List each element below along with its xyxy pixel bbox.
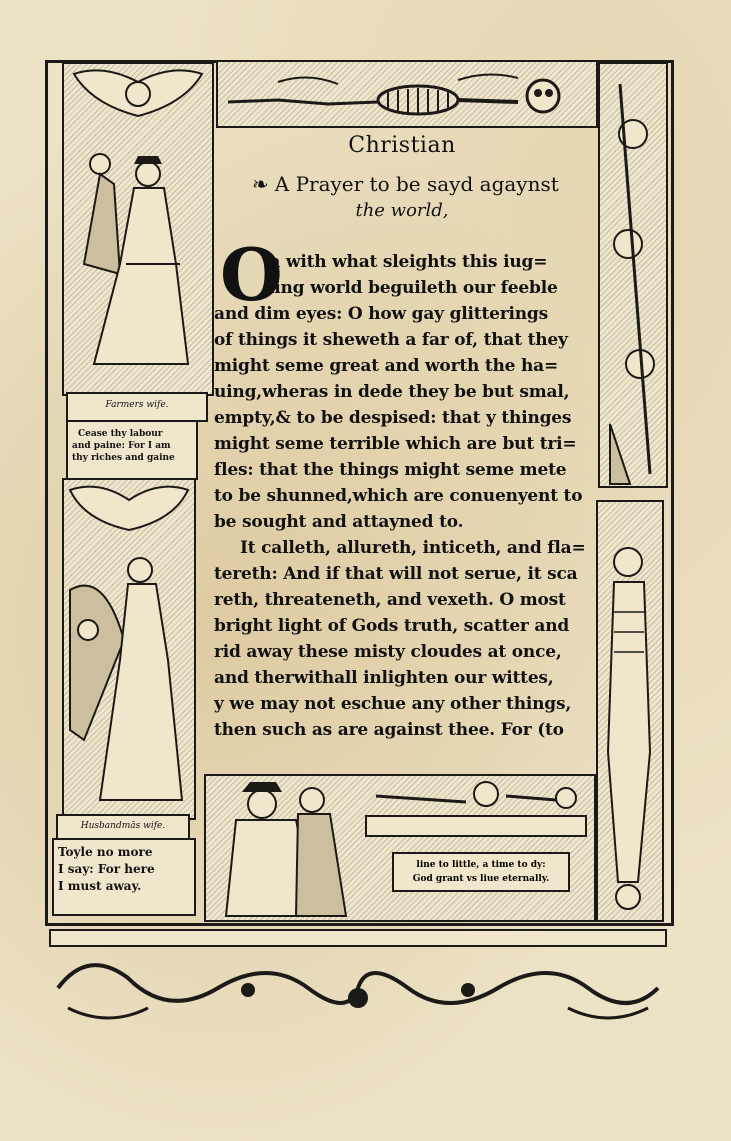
text-line-8: might seme terrible which are but tri= bbox=[214, 434, 577, 454]
farmers-wife-verse-line-1: Cease thy labour bbox=[78, 429, 163, 439]
scroll-line-2: God grant vs liue eternally. bbox=[412, 874, 550, 884]
death-figure-icon bbox=[64, 480, 194, 818]
spade-icon bbox=[600, 64, 666, 486]
husbandmans-wife-verse-box bbox=[52, 838, 196, 916]
farmers-wife-verse-box bbox=[66, 420, 198, 480]
standing-death-panel bbox=[596, 500, 664, 922]
text-line-12: It calleth, allureth, inticeth, and fla= bbox=[240, 538, 586, 558]
bottom-ornament-panel bbox=[48, 928, 668, 1034]
text-line-7: empty,& to be despised: that y thinges bbox=[214, 408, 572, 428]
text-line-10: to be shunned,which are conuenyent to bbox=[214, 486, 583, 506]
text-line-13: tereth: And if that will not serue, it sca bbox=[214, 564, 578, 584]
main-text-area bbox=[210, 128, 594, 772]
husbandmans-wife-verse-line-1: Toyle no more bbox=[58, 845, 153, 859]
page-title: Christian bbox=[348, 133, 456, 158]
text-line-19: then such as are against thee. For (to bbox=[214, 720, 564, 740]
fleuron-icon: ❧ bbox=[252, 172, 269, 196]
skeleton-panel bbox=[216, 60, 598, 128]
text-line-4: of things it sheweth a far of, that they bbox=[214, 330, 568, 350]
husbandmans-wife-verse-line-3: I must away. bbox=[58, 879, 142, 893]
farmers-wife-caption: Farmers wife. bbox=[105, 400, 169, 410]
couple-skeleton-panel bbox=[204, 774, 596, 922]
scroll-ornament-icon bbox=[48, 928, 668, 1034]
husbandmans-wife-caption: Husbandmās wife. bbox=[80, 821, 166, 831]
skull-icon bbox=[206, 776, 594, 920]
text-line-3: and dim eyes: O how gay glitterings bbox=[214, 304, 548, 324]
husbandmans-wife-caption-box bbox=[56, 814, 190, 840]
scroll-label bbox=[392, 852, 570, 892]
text-line-9: fles: that the things might seme mete bbox=[214, 460, 567, 480]
death-figure-icon bbox=[64, 64, 212, 394]
farmers-wife-verse-line-3: thy riches and gaine bbox=[72, 453, 175, 463]
text-line-5: might seme great and worth the ha= bbox=[214, 356, 559, 376]
text-line-15: bright light of Gods truth, scatter and bbox=[214, 616, 570, 636]
prayer-subheading: the world, bbox=[355, 200, 449, 221]
text-line-17: and therwithall inlighten our wittes, bbox=[214, 668, 554, 688]
skulls-spade-panel bbox=[598, 62, 668, 488]
text-line-6: uing,wheras in dede they be but smal, bbox=[214, 382, 570, 402]
death-figure-icon bbox=[598, 502, 662, 920]
husbandmans-wife-verse-line-2: I say: For here bbox=[58, 862, 155, 876]
text-line-1: h with what sleights this iug= bbox=[268, 252, 548, 272]
farmers-wife-verse-line-2: and paine: For I am bbox=[72, 441, 171, 451]
farmers-wife-panel bbox=[62, 62, 214, 396]
text-line-16: rid away these misty cloudes at once, bbox=[214, 642, 562, 662]
prayer-heading-text: A Prayer to be sayd agaynst bbox=[274, 172, 559, 196]
text-line-2: ling world beguileth our feeble bbox=[268, 278, 558, 298]
text-line-11: be sought and attayned to. bbox=[214, 512, 464, 532]
prayer-heading bbox=[252, 172, 582, 196]
text-line-14: reth, threateneth, and vexeth. O most bbox=[214, 590, 566, 610]
farmers-wife-caption-box bbox=[66, 392, 208, 422]
husbandmans-wife-panel bbox=[62, 478, 196, 820]
text-line-18: y we may not eschue any other things, bbox=[214, 694, 572, 714]
scroll-line-1: line to little, a time to dy: bbox=[416, 860, 546, 870]
skeleton-icon bbox=[218, 62, 596, 126]
drop-cap: O bbox=[220, 232, 283, 317]
